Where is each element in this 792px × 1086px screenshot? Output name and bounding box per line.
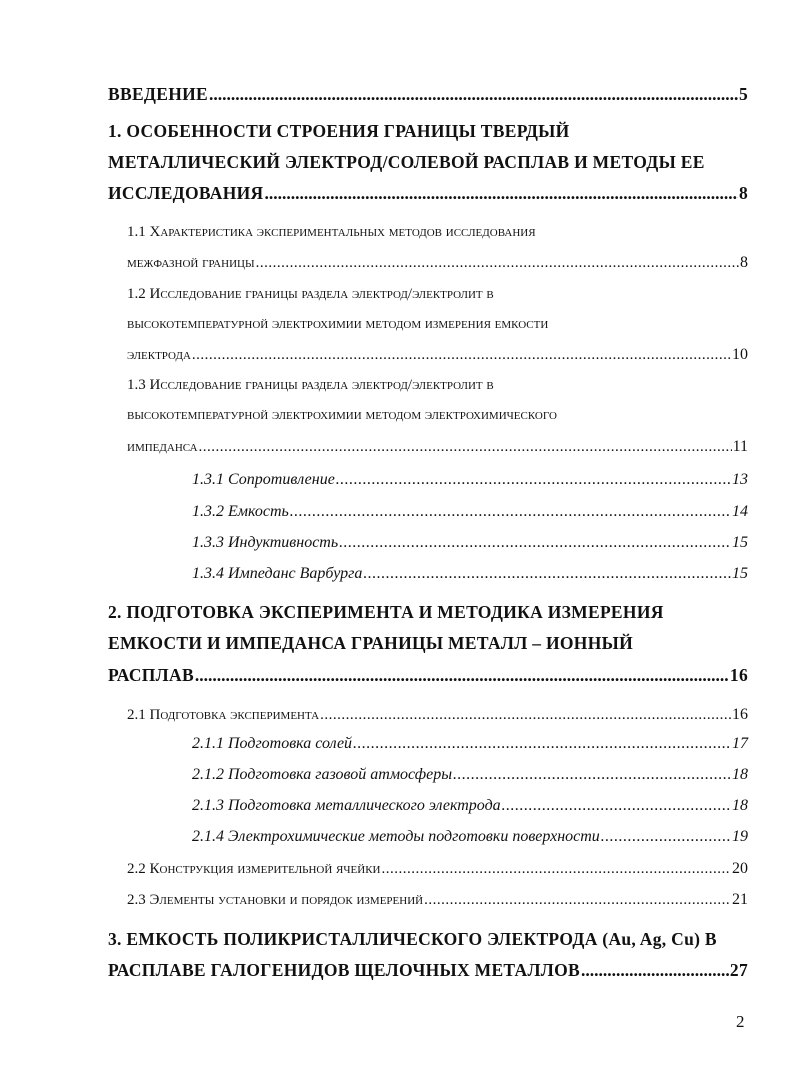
dot-leader (195, 665, 729, 686)
toc-entry-page: 5 (738, 84, 748, 104)
toc-entry-title: 2.1.2 Подготовка газовой атмосферы (192, 766, 453, 783)
toc-entry-title: 1.3.1 Сопротивление (192, 471, 335, 488)
toc-entry-title: межфазной границы (127, 255, 255, 271)
toc-section-1-1-line1: 1.1 Характеристика экспериментальных методов исследования (127, 224, 536, 240)
dot-leader (339, 534, 731, 552)
toc-entry-1-3[interactable] (127, 438, 748, 456)
dot-leader (601, 828, 731, 846)
toc-entry-page: 11 (732, 438, 748, 455)
toc-entry-page: 8 (738, 183, 748, 203)
toc-entry-2-2[interactable] (127, 860, 748, 878)
toc-entry-page: 14 (732, 503, 748, 520)
dot-leader (256, 255, 739, 272)
toc-entry-intro[interactable] (108, 84, 748, 105)
toc-section-1-3-line2: высокотемпературной электрохимии методом электрохимического (127, 407, 557, 423)
toc-entry-title: ИССЛЕДОВАНИЯ (108, 183, 264, 203)
toc-section-1-2-line2: высокотемпературной электрохимии методом измерения емкости (127, 316, 549, 332)
toc-entry-page: 16 (729, 665, 748, 685)
toc-entry-page: 13 (732, 471, 748, 488)
toc-entry-title: импеданса (127, 439, 198, 455)
toc-entry-2-3[interactable] (127, 891, 748, 909)
toc-entry-page: 27 (729, 960, 748, 980)
page-number: 2 (736, 1012, 745, 1031)
toc-chapter1-line1: 1. ОСОБЕННОСТИ СТРОЕНИЯ ГРАНИЦЫ ТВЕРДЫЙ (108, 121, 570, 141)
toc-section-1-3-line1: 1.3 Исследование границы раздела электрод/электролит в (127, 377, 494, 393)
dot-leader (209, 84, 738, 105)
toc-entry-title: 2.1.1 Подготовка солей (192, 735, 353, 752)
dot-leader (290, 503, 731, 521)
dot-leader (382, 861, 732, 878)
toc-chapter1-line2: МЕТАЛЛИЧЕСКИЙ ЭЛЕКТРОД/СОЛЕВОЙ РАСПЛАВ И МЕТОДЫ ЕЕ (108, 152, 705, 172)
toc-chapter3-line1: 3. ЕМКОСТЬ ПОЛИКРИСТАЛЛИЧЕСКОГО ЭЛЕКТРОДА (Au, Ag, Cu) В (108, 929, 717, 949)
toc-entry-chapter2[interactable] (108, 665, 748, 686)
dot-leader (453, 766, 731, 784)
dot-leader (336, 471, 731, 489)
dot-leader (424, 892, 731, 909)
toc-entry-1-1[interactable] (127, 254, 748, 272)
toc-entry-title: электрода (127, 347, 191, 363)
toc-entry-title: ВВЕДЕНИЕ (108, 84, 209, 104)
toc-entry-title: 1.3.4 Импеданс Варбурга (192, 565, 363, 582)
toc-entry-page: 15 (732, 534, 748, 551)
toc-entry-2-1-2[interactable] (192, 766, 748, 784)
toc-entry-title: РАСПЛАВ (108, 665, 194, 685)
dot-leader (320, 707, 731, 724)
toc-entry-title: 2.3 Элементы установки и порядок измерений (127, 892, 424, 908)
toc-entry-2-1[interactable] (127, 706, 748, 724)
toc-entry-1-3-4[interactable] (192, 565, 748, 583)
toc-entry-page: 15 (732, 565, 748, 582)
toc-entry-1-2[interactable] (127, 346, 748, 364)
toc-entry-1-3-2[interactable] (192, 503, 748, 521)
dot-leader (199, 439, 732, 456)
toc-entry-chapter1[interactable] (108, 183, 748, 204)
toc-entry-page: 18 (732, 797, 748, 814)
dot-leader (353, 735, 731, 753)
dot-leader (363, 565, 731, 583)
toc-entry-page: 17 (732, 735, 748, 752)
toc-entry-page: 10 (732, 346, 748, 363)
toc-entry-2-1-4[interactable] (192, 828, 748, 846)
toc-entry-title: 1.3.2 Емкость (192, 503, 289, 520)
toc-entry-page: 20 (732, 860, 748, 877)
toc-chapter2-line1: 2. ПОДГОТОВКА ЭКСПЕРИМЕНТА И МЕТОДИКА ИЗМЕРЕНИЯ (108, 602, 664, 622)
toc-entry-title: 2.2 Конструкция измерительной ячейки (127, 861, 381, 877)
toc-entry-1-3-3[interactable] (192, 534, 748, 552)
dot-leader (502, 797, 731, 815)
toc-entry-page: 21 (732, 891, 748, 908)
toc-entry-title: 1.3.3 Индуктивность (192, 534, 339, 551)
dot-leader (192, 347, 731, 364)
toc-entry-title: 2.1 Подготовка эксперимента (127, 707, 320, 723)
toc-chapter2-line2: ЕМКОСТИ И ИМПЕДАНСА ГРАНИЦЫ МЕТАЛЛ – ИОННЫЙ (108, 633, 634, 653)
toc-section-1-2-line1: 1.2 Исследование границы раздела электрод/электролит в (127, 286, 494, 302)
toc-entry-page: 19 (732, 828, 748, 845)
toc-entry-chapter3[interactable] (108, 960, 748, 981)
toc-entry-2-1-1[interactable] (192, 735, 748, 753)
dot-leader (581, 960, 729, 981)
toc-entry-title: РАСПЛАВЕ ГАЛОГЕНИДОВ ЩЕЛОЧНЫХ МЕТАЛЛОВ (108, 960, 581, 980)
toc-entry-2-1-3[interactable] (192, 797, 748, 815)
toc-entry-title: 2.1.3 Подготовка металлического электрода (192, 797, 501, 814)
dot-leader (265, 183, 738, 204)
toc-entry-page: 16 (732, 706, 748, 723)
toc-entry-title: 2.1.4 Электрохимические методы подготовки поверхности (192, 828, 600, 845)
toc-entry-1-3-1[interactable] (192, 471, 748, 489)
toc-entry-page: 8 (740, 254, 748, 271)
toc-entry-page: 18 (732, 766, 748, 783)
